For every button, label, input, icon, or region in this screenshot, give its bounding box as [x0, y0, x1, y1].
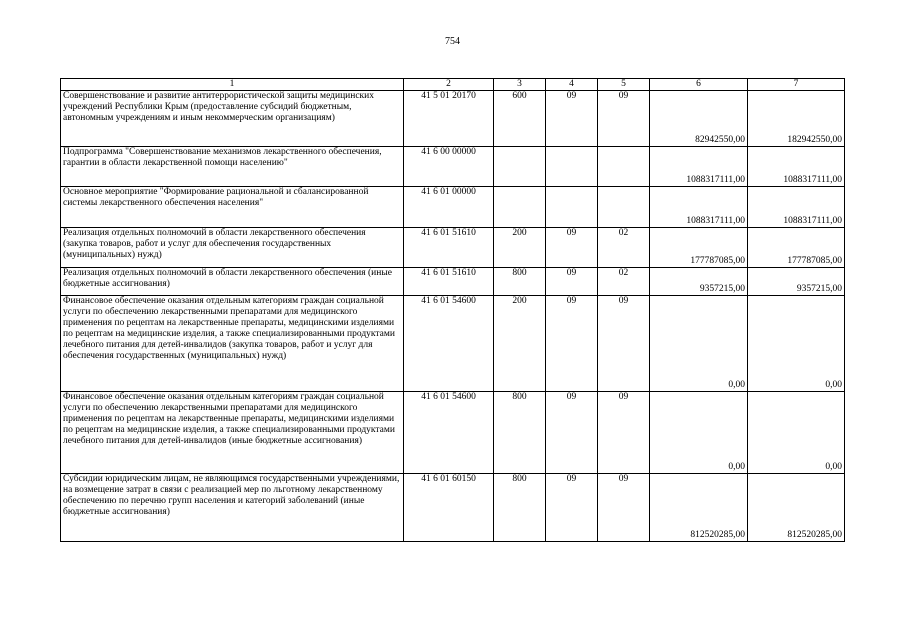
header-cell: 1	[61, 79, 404, 91]
subsection: 09	[598, 91, 650, 147]
budget-table	[60, 78, 845, 542]
table-row	[61, 147, 845, 187]
table-row	[61, 91, 845, 147]
amount-col6: 82942550,00	[650, 91, 748, 147]
target-code: 41 6 01 60150	[404, 474, 494, 542]
section: 09	[546, 392, 598, 474]
amount-col7: 1088317111,00	[748, 147, 845, 187]
section: 09	[546, 296, 598, 392]
header-cell: 2	[404, 79, 494, 91]
section	[546, 187, 598, 228]
page-number: 754	[445, 36, 460, 47]
row-name: Реализация отдельных полномочий в области лекарственного обеспечения (иные бюджетные ассигнования)	[61, 268, 404, 296]
table-row	[61, 296, 845, 392]
expense-type: 800	[494, 474, 546, 542]
amount-col6: 9357215,00	[650, 268, 748, 296]
table-row	[61, 392, 845, 474]
amount-col7: 1088317111,00	[748, 187, 845, 228]
amount-col6: 812520285,00	[650, 474, 748, 542]
expense-type: 800	[494, 268, 546, 296]
header-cell: 3	[494, 79, 546, 91]
header-cell: 6	[650, 79, 748, 91]
row-name: Финансовое обеспечение оказания отдельным категориям граждан социальной услуги по обеспечению лекарственными препаратами для медицинского применения по рецептам на лекарственные препараты, медицинскими изделиями по рецептам на медицинские изделия, а также специализированными продуктами лечебного питания для детей-инвалидов (закупка товаров, работ и услуг для обеспечения государственных (муниципальных) нужд)	[61, 296, 404, 392]
table-row	[61, 474, 845, 542]
expense-type: 200	[494, 228, 546, 268]
subsection: 09	[598, 474, 650, 542]
subsection: 09	[598, 296, 650, 392]
amount-col6: 1088317111,00	[650, 147, 748, 187]
subsection: 09	[598, 392, 650, 474]
amount-col7: 0,00	[748, 296, 845, 392]
subsection: 02	[598, 228, 650, 268]
target-code: 41 5 01 20170	[404, 91, 494, 147]
section: 09	[546, 91, 598, 147]
target-code: 41 6 01 51610	[404, 268, 494, 296]
amount-col7: 0,00	[748, 392, 845, 474]
section: 09	[546, 228, 598, 268]
subsection	[598, 147, 650, 187]
amount-col7: 9357215,00	[748, 268, 845, 296]
target-code: 41 6 01 00000	[404, 187, 494, 228]
section: 09	[546, 474, 598, 542]
expense-type: 800	[494, 392, 546, 474]
row-name: Финансовое обеспечение оказания отдельным категориям граждан социальной услуги по обеспечению лекарственными препаратами для медицинского применения по рецептам на лекарственные препараты, медицинскими изделиями по рецептам на медицинские изделия, а также специализированными продуктами лечебного питания для детей-инвалидов (иные бюджетные ассигнования)	[61, 392, 404, 474]
header-cell: 4	[546, 79, 598, 91]
amount-col6: 0,00	[650, 392, 748, 474]
target-code: 41 6 00 00000	[404, 147, 494, 187]
section	[546, 147, 598, 187]
target-code: 41 6 01 54600	[404, 296, 494, 392]
section: 09	[546, 268, 598, 296]
row-name: Субсидии юридическим лицам, не являющимся государственными учреждениями, на возмещение затрат в связи с реализацией мер по льготному лекарственному обеспечению по перечню групп населения и категорий заболеваний (иные бюджетные ассигнования)	[61, 474, 404, 542]
row-name: Совершенствование и развитие антитеррористической защиты медицинских учреждений Республики Крым (предоставление субсидий бюджетным, автономным учреждениям и иным некоммерческим организациям)	[61, 91, 404, 147]
header-row	[61, 79, 845, 91]
amount-col6: 0,00	[650, 296, 748, 392]
table-row	[61, 187, 845, 228]
expense-type: 200	[494, 296, 546, 392]
amount-col7: 177787085,00	[748, 228, 845, 268]
target-code: 41 6 01 51610	[404, 228, 494, 268]
amount-col6: 1088317111,00	[650, 187, 748, 228]
subsection	[598, 187, 650, 228]
table-row	[61, 228, 845, 268]
amount-col7: 182942550,00	[748, 91, 845, 147]
amount-col6: 177787085,00	[650, 228, 748, 268]
expense-type	[494, 147, 546, 187]
expense-type	[494, 187, 546, 228]
subsection: 02	[598, 268, 650, 296]
header-cell: 7	[748, 79, 845, 91]
row-name: Подпрограмма "Совершенствование механизмов лекарственного обеспечения, гарантии в области лекарственной помощи населению"	[61, 147, 404, 187]
row-name: Основное мероприятие "Формирование рациональной и сбалансированной системы лекарственного обеспечения населения"	[61, 187, 404, 228]
amount-col7: 812520285,00	[748, 474, 845, 542]
table-row	[61, 268, 845, 296]
row-name: Реализация отдельных полномочий в области лекарственного обеспечения (закупка товаров, работ и услуг для обеспечения государственных (муниципальных) нужд)	[61, 228, 404, 268]
header-cell: 5	[598, 79, 650, 91]
target-code: 41 6 01 54600	[404, 392, 494, 474]
expense-type: 600	[494, 91, 546, 147]
